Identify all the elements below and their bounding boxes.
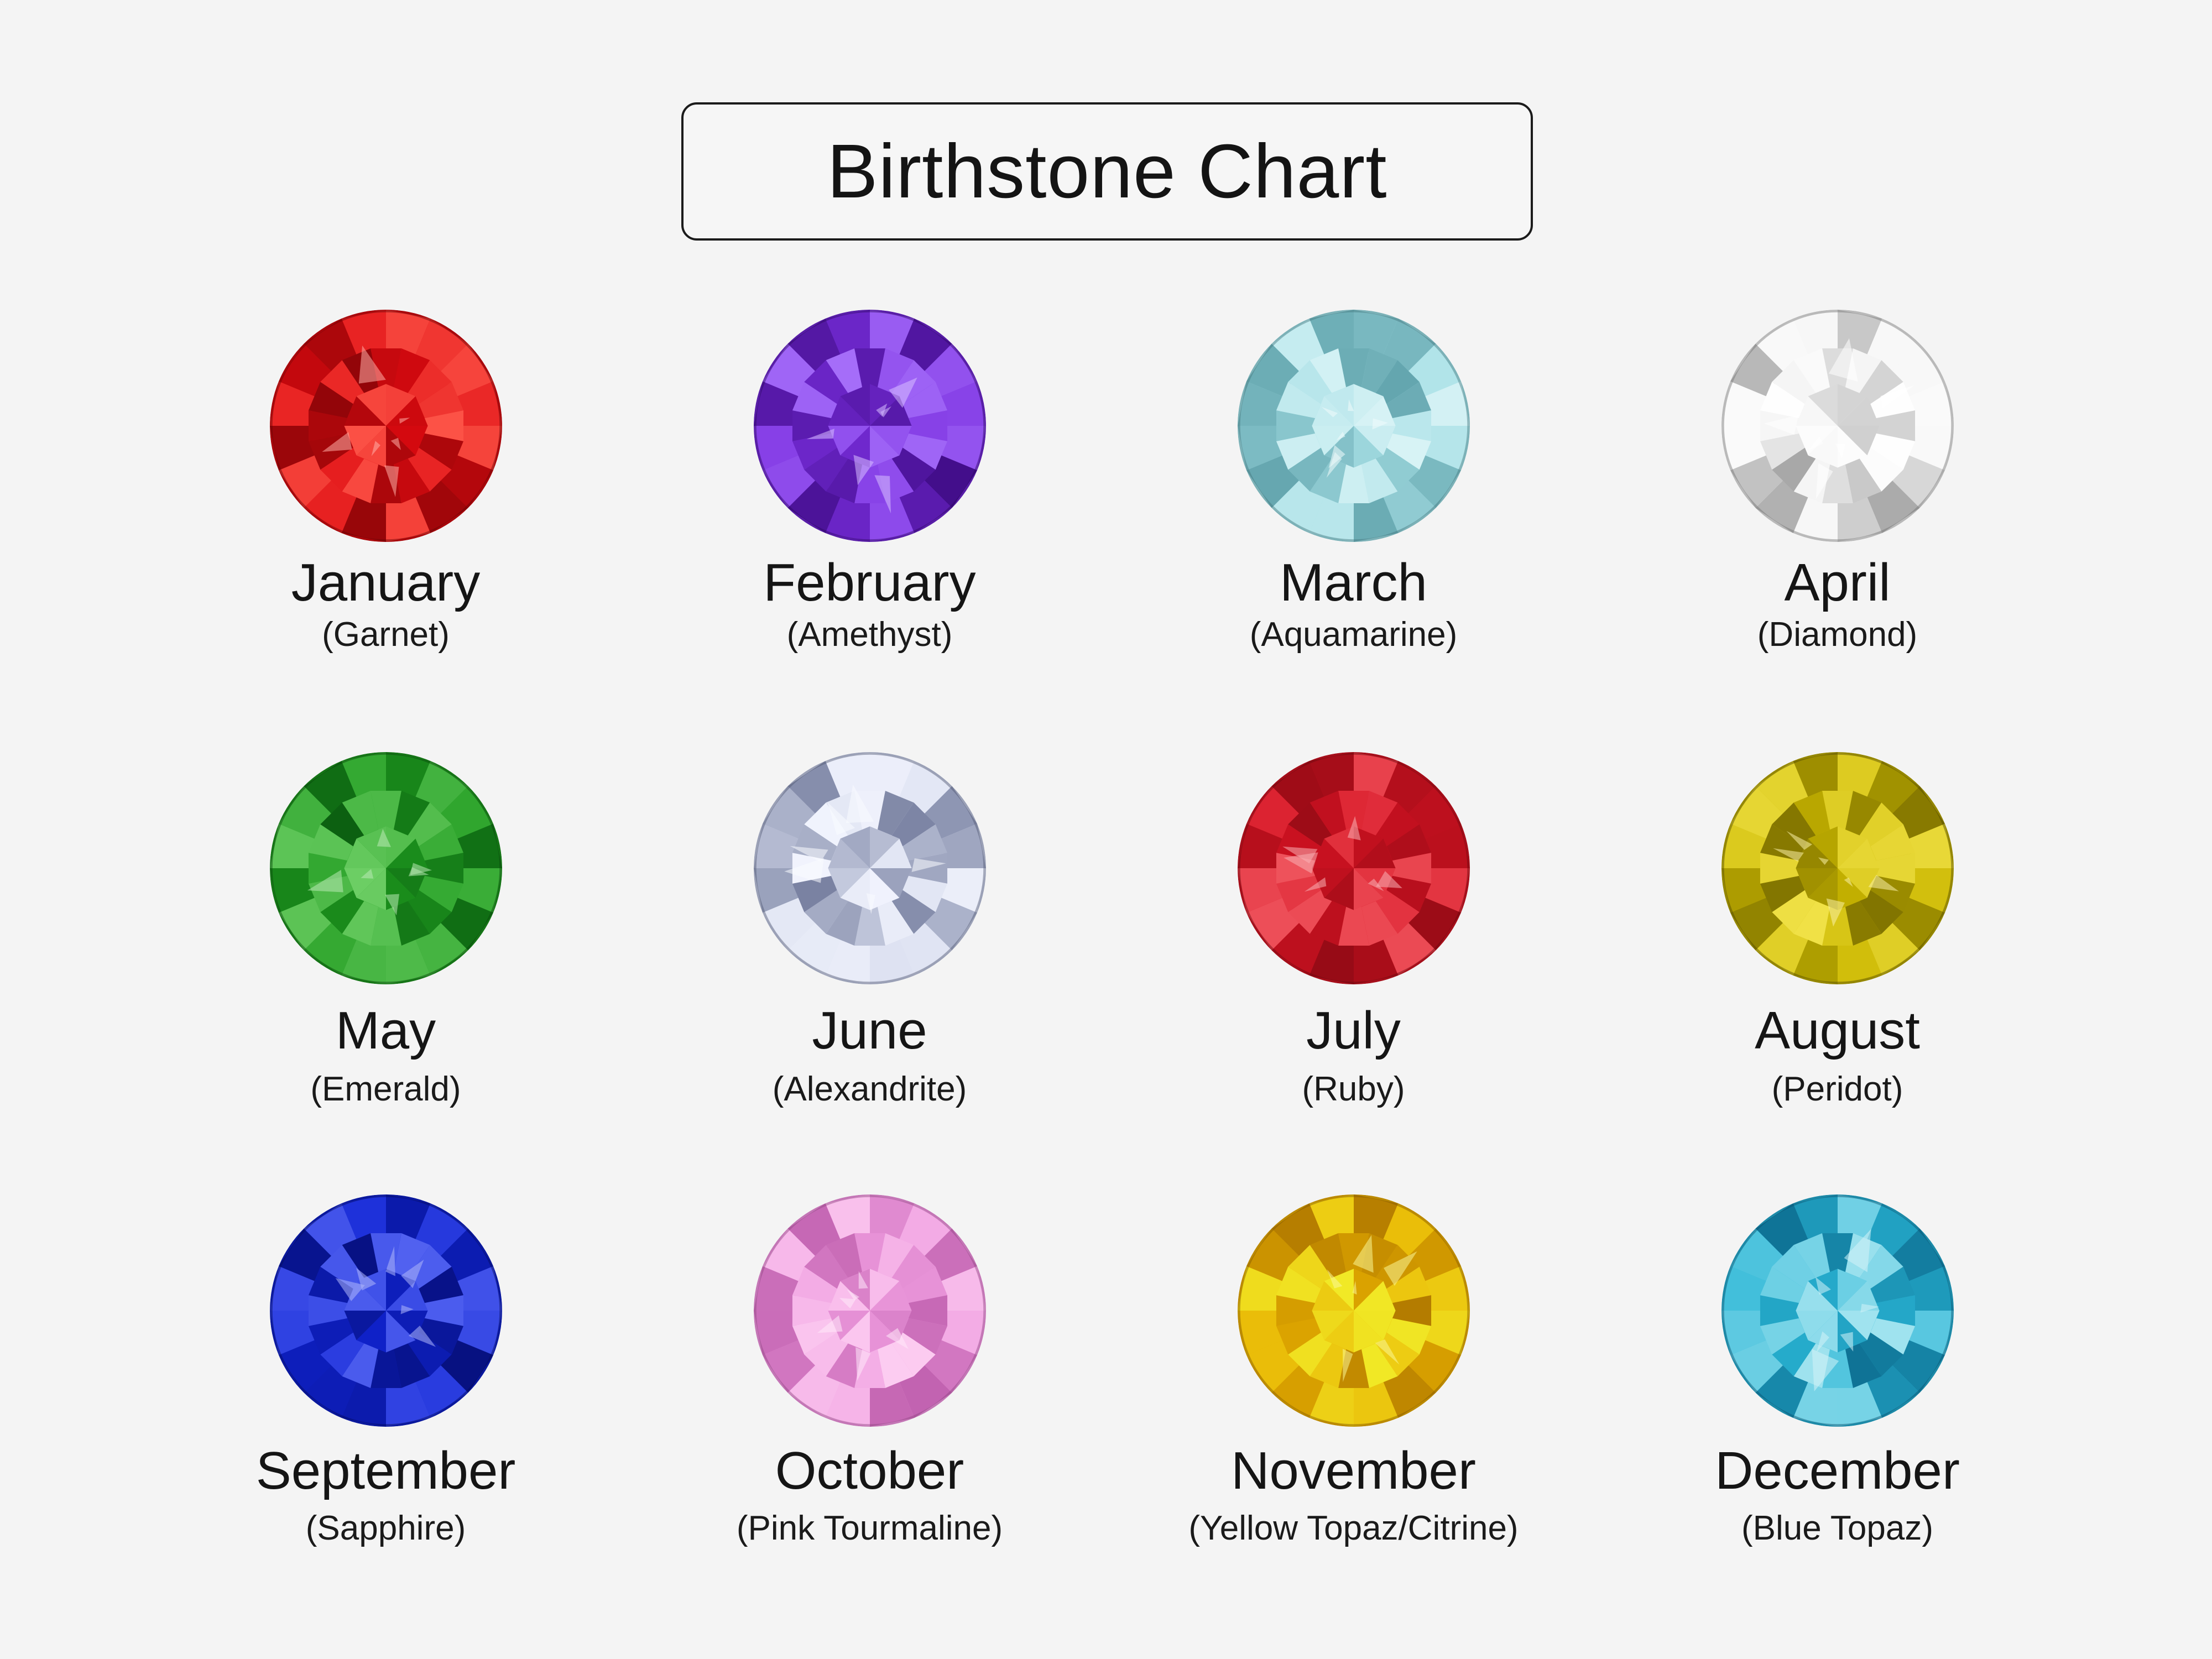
gem-icon-alexandrite — [754, 752, 986, 984]
birthstone-cell-may — [144, 752, 628, 1194]
birthstone-cell-august — [1595, 752, 2079, 1194]
month-label: November — [1231, 1441, 1476, 1500]
month-label: December — [1715, 1441, 1960, 1500]
birthstone-cell-september — [144, 1194, 628, 1637]
month-label: October — [775, 1441, 964, 1500]
birthstone-cell-march — [1112, 310, 1595, 752]
birthstone-cell-november — [1112, 1194, 1595, 1637]
stone-label: (Garnet) — [322, 615, 450, 654]
birthstone-cell-december — [1595, 1194, 2079, 1637]
gem-facets — [270, 1194, 502, 1427]
gem-facets — [270, 752, 502, 984]
month-label: September — [255, 1441, 516, 1500]
gem-facets — [754, 1194, 986, 1427]
stone-label: (Amethyst) — [786, 615, 953, 654]
gem-facets — [270, 310, 502, 542]
month-label: April — [1784, 553, 1891, 612]
gem-facets — [1721, 1194, 1954, 1427]
gem-icon-diamond — [1721, 310, 1954, 542]
month-label: February — [763, 553, 976, 612]
birthstone-cell-october — [628, 1194, 1112, 1637]
gem-icon-aquamarine — [1238, 310, 1470, 542]
gem-icon-sapphire — [270, 1194, 502, 1427]
month-label: August — [1755, 1001, 1920, 1060]
gem-icon-garnet — [270, 310, 502, 542]
gem-facets — [754, 752, 986, 984]
month-label: January — [291, 553, 481, 612]
stone-label: (Alexandrite) — [772, 1070, 967, 1108]
gem-icon-ruby — [1238, 752, 1470, 984]
gem-facets — [1721, 752, 1954, 984]
gem-icon-peridot — [1721, 752, 1954, 984]
page-title-box — [681, 102, 1533, 241]
gem-facets — [754, 310, 986, 542]
stone-label: (Pink Tourmaline) — [736, 1509, 1003, 1547]
stone-label: (Aquamarine) — [1249, 615, 1458, 654]
month-label: July — [1306, 1001, 1401, 1060]
gem-facets — [1721, 310, 1954, 542]
birthstone-cell-april — [1595, 310, 2079, 752]
month-label: March — [1280, 553, 1427, 612]
gem-icon-emerald — [270, 752, 502, 984]
birthstone-cell-february — [628, 310, 1112, 752]
birthstone-cell-june — [628, 752, 1112, 1194]
page-title: Birthstone Chart — [827, 129, 1387, 214]
month-label: June — [812, 1001, 927, 1060]
birthstone-cell-july — [1112, 752, 1595, 1194]
stone-label: (Sapphire) — [305, 1509, 466, 1547]
stone-label: (Emerald) — [310, 1070, 461, 1108]
gem-icon-amethyst — [754, 310, 986, 542]
birthstone-cell-january — [144, 310, 628, 752]
stone-label: (Ruby) — [1302, 1070, 1405, 1108]
gem-facets — [1238, 310, 1470, 542]
stone-label: (Diamond) — [1757, 615, 1918, 654]
birthstone-grid — [144, 310, 2079, 1637]
gem-facets — [1238, 752, 1470, 984]
month-label: May — [335, 1001, 436, 1060]
stone-label: (Yellow Topaz/Citrine) — [1188, 1509, 1519, 1547]
stone-label: (Peridot) — [1771, 1070, 1903, 1108]
gem-facets — [1238, 1194, 1470, 1427]
stone-label: (Blue Topaz) — [1741, 1509, 1933, 1547]
gem-icon-yellow-topaz-citrine — [1238, 1194, 1470, 1427]
gem-icon-blue-topaz — [1721, 1194, 1954, 1427]
gem-icon-pink-tourmaline — [754, 1194, 986, 1427]
